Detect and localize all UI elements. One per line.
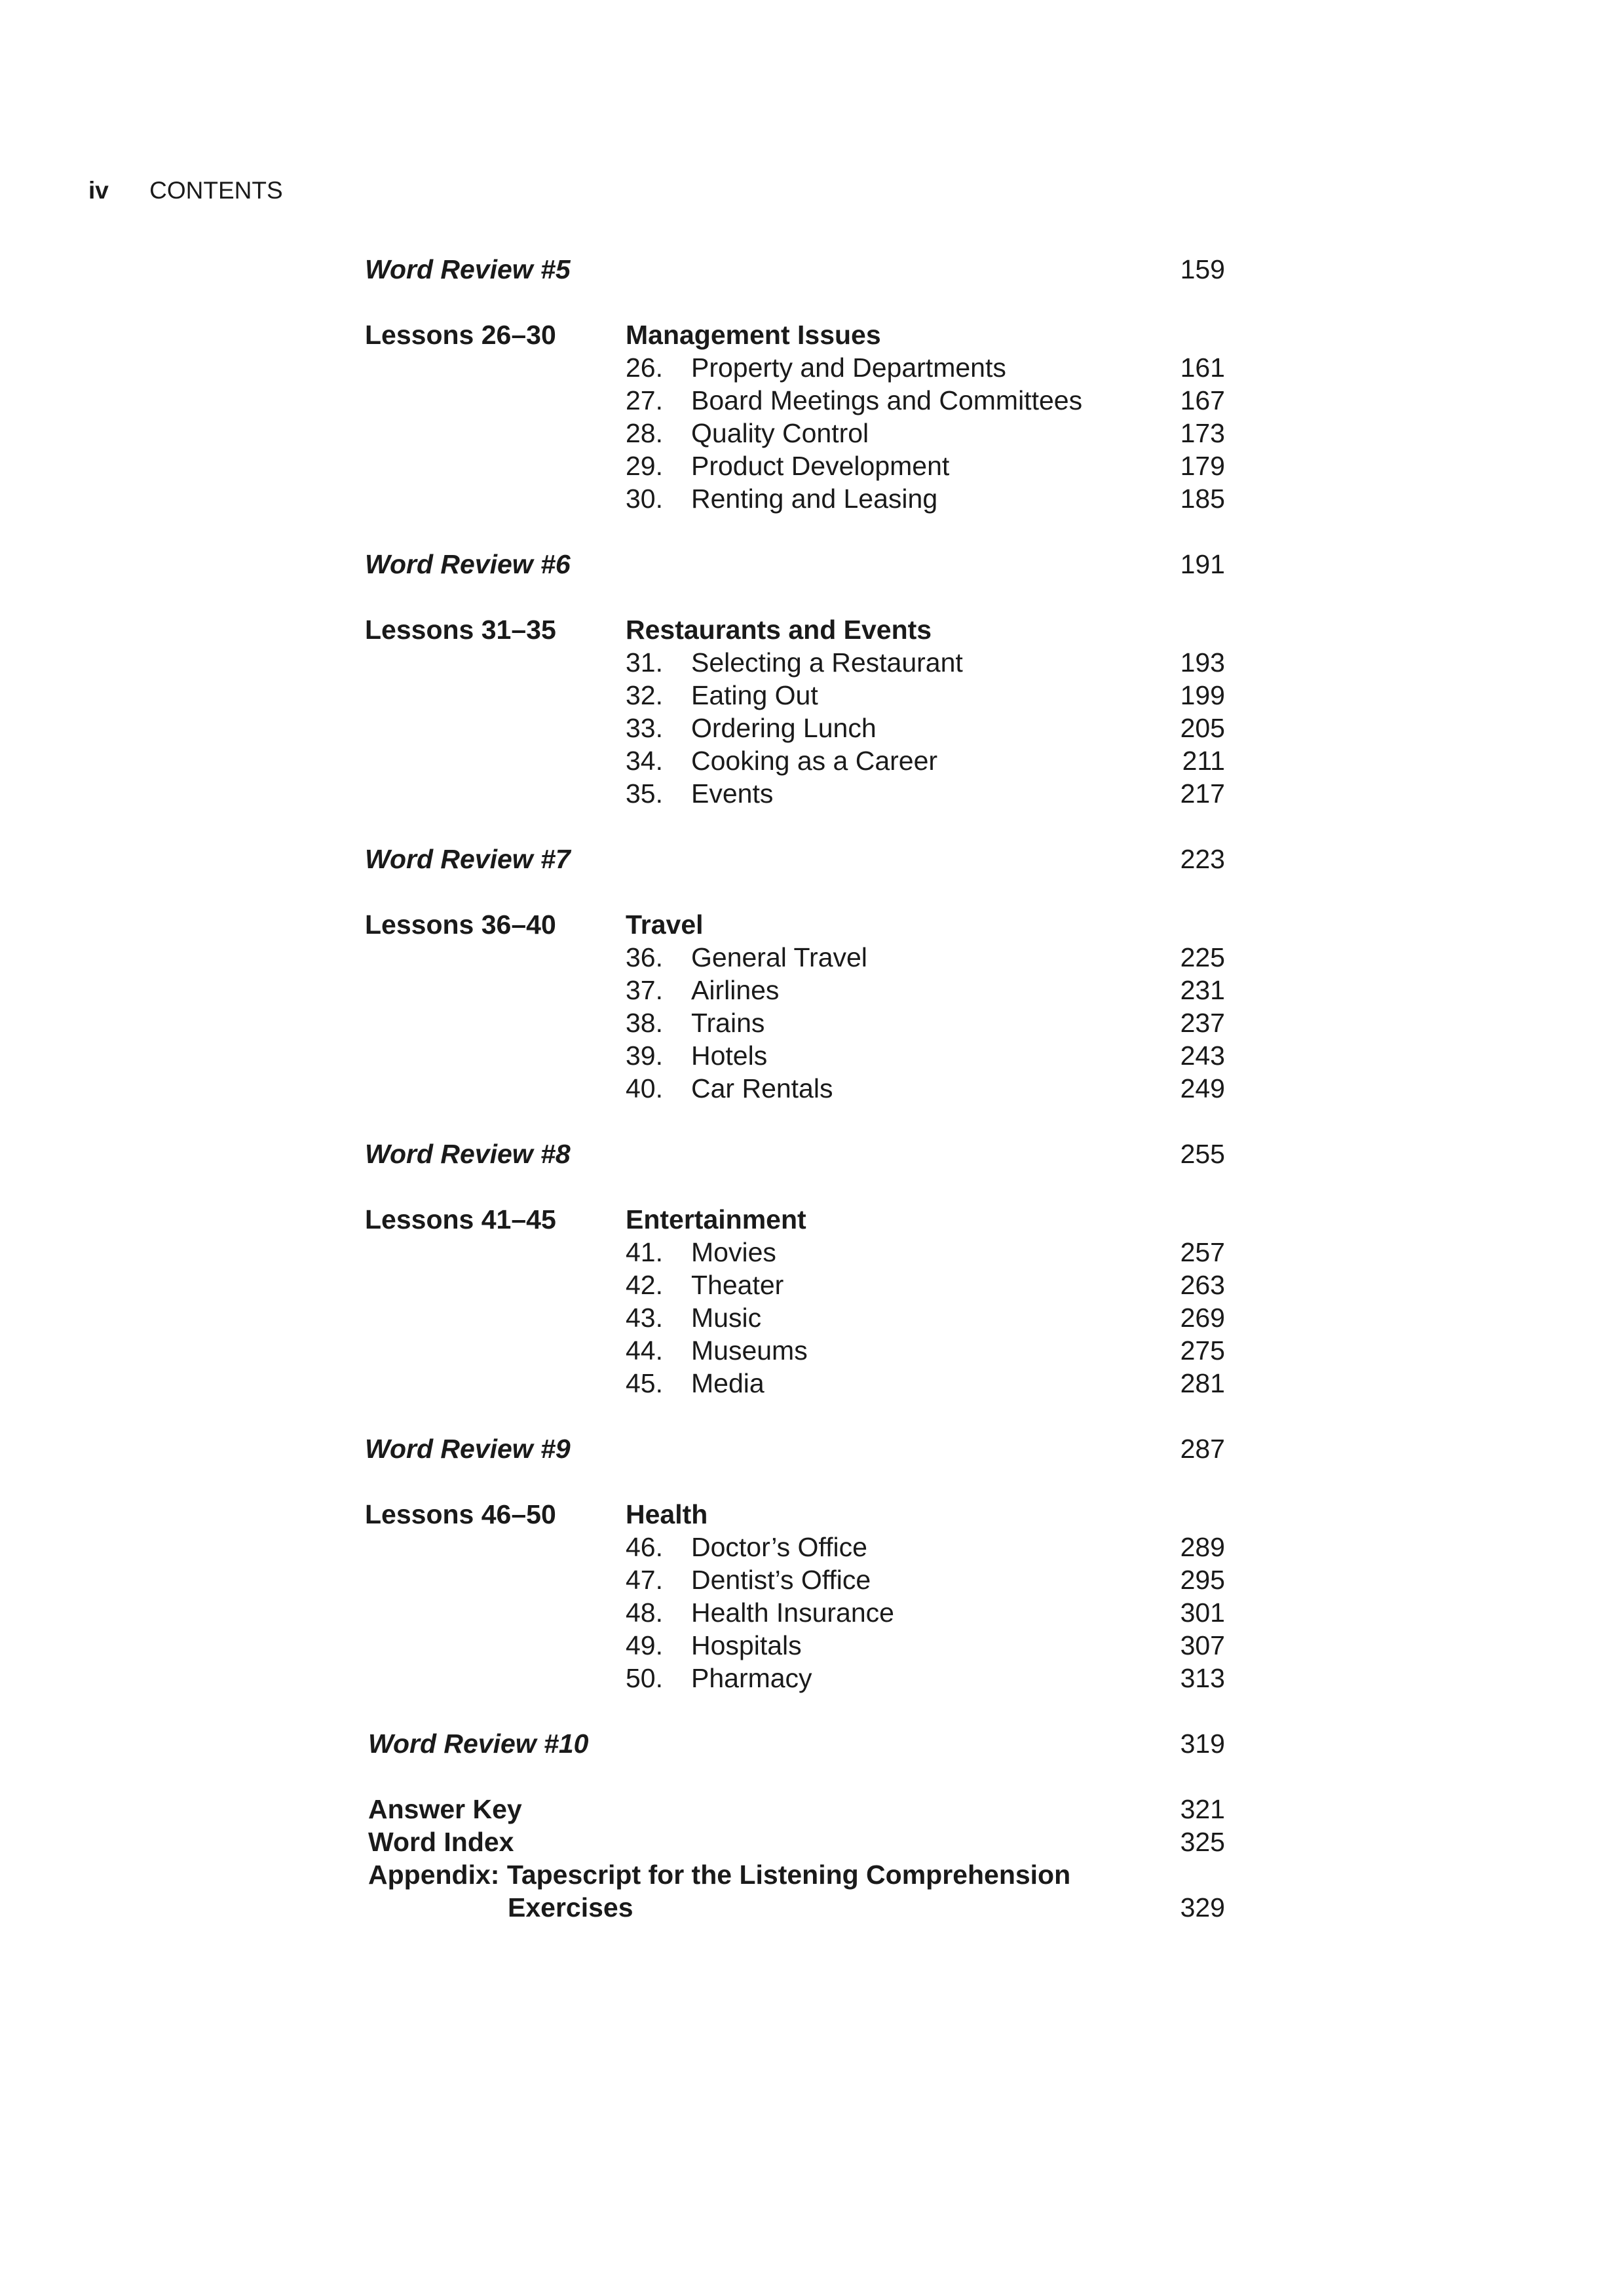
lesson-number: 38.: [626, 1008, 663, 1038]
lessons-41-45-label: Lessons 41–45: [365, 1204, 556, 1234]
lesson-title[interactable]: Property and Departments: [691, 353, 1006, 383]
lesson-title[interactable]: Cooking as a Career: [691, 746, 938, 776]
lesson-number: 27.: [626, 385, 663, 415]
word-review-7-page: 223: [1180, 844, 1225, 874]
lesson-page: 205: [1180, 713, 1225, 743]
lesson-page: 243: [1180, 1041, 1225, 1071]
word-review-8-page: 255: [1180, 1139, 1225, 1169]
word-review-7[interactable]: Word Review #7: [365, 844, 571, 874]
lesson-page: 237: [1180, 1008, 1225, 1038]
lessons-36-40-label: Lessons 36–40: [365, 909, 556, 940]
lesson-title[interactable]: Theater: [691, 1270, 784, 1300]
answer-key-page: 321: [1180, 1794, 1225, 1824]
page-number: iv: [88, 177, 109, 204]
lesson-page: 289: [1180, 1532, 1225, 1562]
answer-key-entry[interactable]: Answer Key: [368, 1794, 522, 1824]
lesson-title[interactable]: Dentist’s Office: [691, 1565, 871, 1595]
appendix-entry[interactable]: Appendix: Tapescript for the Listening Comprehension: [368, 1860, 1071, 1890]
lesson-page: 307: [1180, 1630, 1225, 1660]
lesson-number: 45.: [626, 1368, 663, 1398]
lesson-page: 173: [1180, 418, 1225, 448]
word-review-6-page: 191: [1180, 549, 1225, 579]
lesson-number: 50.: [626, 1663, 663, 1693]
word-review-9-page: 287: [1180, 1434, 1225, 1464]
lesson-page: 313: [1180, 1663, 1225, 1693]
section-management-issues: Management Issues: [626, 320, 881, 350]
lesson-number: 43.: [626, 1303, 663, 1333]
lesson-page: 231: [1180, 975, 1225, 1005]
lesson-number: 31.: [626, 647, 663, 678]
lesson-number: 32.: [626, 680, 663, 710]
lesson-page: 295: [1180, 1565, 1225, 1595]
lesson-number: 39.: [626, 1041, 663, 1071]
lesson-page: 269: [1180, 1303, 1225, 1333]
lesson-number: 48.: [626, 1598, 663, 1628]
lesson-number: 40.: [626, 1073, 663, 1103]
section-health: Health: [626, 1499, 708, 1529]
lesson-title[interactable]: Events: [691, 778, 774, 809]
lesson-page: 167: [1180, 385, 1225, 415]
appendix-page: 329: [1180, 1892, 1225, 1923]
word-review-8[interactable]: Word Review #8: [365, 1139, 571, 1169]
lesson-page: 185: [1180, 484, 1225, 514]
lessons-46-50-label: Lessons 46–50: [365, 1499, 556, 1529]
lesson-page: 263: [1180, 1270, 1225, 1300]
lesson-title[interactable]: Museums: [691, 1335, 808, 1366]
lesson-page: 249: [1180, 1073, 1225, 1103]
lesson-page: 179: [1180, 451, 1225, 481]
lesson-number: 37.: [626, 975, 663, 1005]
lesson-page: 281: [1180, 1368, 1225, 1398]
lesson-number: 34.: [626, 746, 663, 776]
lesson-title[interactable]: Board Meetings and Committees: [691, 385, 1083, 415]
lesson-title[interactable]: General Travel: [691, 942, 867, 972]
lesson-title[interactable]: Health Insurance: [691, 1598, 894, 1628]
appendix-entry-continued[interactable]: Exercises: [508, 1892, 633, 1923]
section-restaurants-and-events: Restaurants and Events: [626, 615, 932, 645]
lesson-title[interactable]: Hotels: [691, 1041, 768, 1071]
word-index-page: 325: [1180, 1827, 1225, 1857]
lesson-page: 193: [1180, 647, 1225, 678]
word-review-5[interactable]: Word Review #5: [365, 254, 571, 284]
lesson-title[interactable]: Hospitals: [691, 1630, 802, 1660]
lesson-number: 29.: [626, 451, 663, 481]
lesson-page: 225: [1180, 942, 1225, 972]
lesson-number: 26.: [626, 353, 663, 383]
lesson-title[interactable]: Music: [691, 1303, 762, 1333]
lesson-page: 199: [1180, 680, 1225, 710]
lesson-title[interactable]: Trains: [691, 1008, 765, 1038]
lesson-title[interactable]: Car Rentals: [691, 1073, 833, 1103]
lesson-number: 33.: [626, 713, 663, 743]
lesson-title[interactable]: Renting and Leasing: [691, 484, 938, 514]
lesson-number: 35.: [626, 778, 663, 809]
lesson-title[interactable]: Doctor’s Office: [691, 1532, 867, 1562]
lesson-title[interactable]: Ordering Lunch: [691, 713, 877, 743]
lesson-number: 28.: [626, 418, 663, 448]
lesson-title[interactable]: Eating Out: [691, 680, 818, 710]
lesson-title[interactable]: Media: [691, 1368, 765, 1398]
lesson-title[interactable]: Selecting a Restaurant: [691, 647, 963, 678]
lesson-number: 36.: [626, 942, 663, 972]
word-review-10[interactable]: Word Review #10: [368, 1729, 589, 1759]
lesson-number: 47.: [626, 1565, 663, 1595]
lesson-title[interactable]: Product Development: [691, 451, 950, 481]
lesson-page: 301: [1180, 1598, 1225, 1628]
lesson-title[interactable]: Pharmacy: [691, 1663, 812, 1693]
lesson-number: 44.: [626, 1335, 663, 1366]
lesson-page: 275: [1180, 1335, 1225, 1366]
lesson-number: 41.: [626, 1237, 663, 1267]
page-title: CONTENTS: [149, 177, 283, 204]
lesson-number: 49.: [626, 1630, 663, 1660]
lesson-number: 46.: [626, 1532, 663, 1562]
lesson-number: 42.: [626, 1270, 663, 1300]
word-review-9[interactable]: Word Review #9: [365, 1434, 571, 1464]
lesson-page: 217: [1180, 778, 1225, 809]
lessons-31-35-label: Lessons 31–35: [365, 615, 556, 645]
word-review-6[interactable]: Word Review #6: [365, 549, 571, 579]
lesson-page: 211: [1182, 746, 1225, 776]
lesson-page: 257: [1180, 1237, 1225, 1267]
lesson-page: 161: [1180, 353, 1225, 383]
lesson-title[interactable]: Airlines: [691, 975, 780, 1005]
lessons-26-30-label: Lessons 26–30: [365, 320, 556, 350]
lesson-number: 30.: [626, 484, 663, 514]
lesson-title[interactable]: Movies: [691, 1237, 776, 1267]
section-entertainment: Entertainment: [626, 1204, 806, 1234]
lesson-title[interactable]: Quality Control: [691, 418, 869, 448]
section-travel: Travel: [626, 909, 704, 940]
word-index-entry[interactable]: Word Index: [368, 1827, 514, 1857]
word-review-5-page: 159: [1180, 254, 1225, 284]
word-review-10-page: 319: [1180, 1729, 1225, 1759]
